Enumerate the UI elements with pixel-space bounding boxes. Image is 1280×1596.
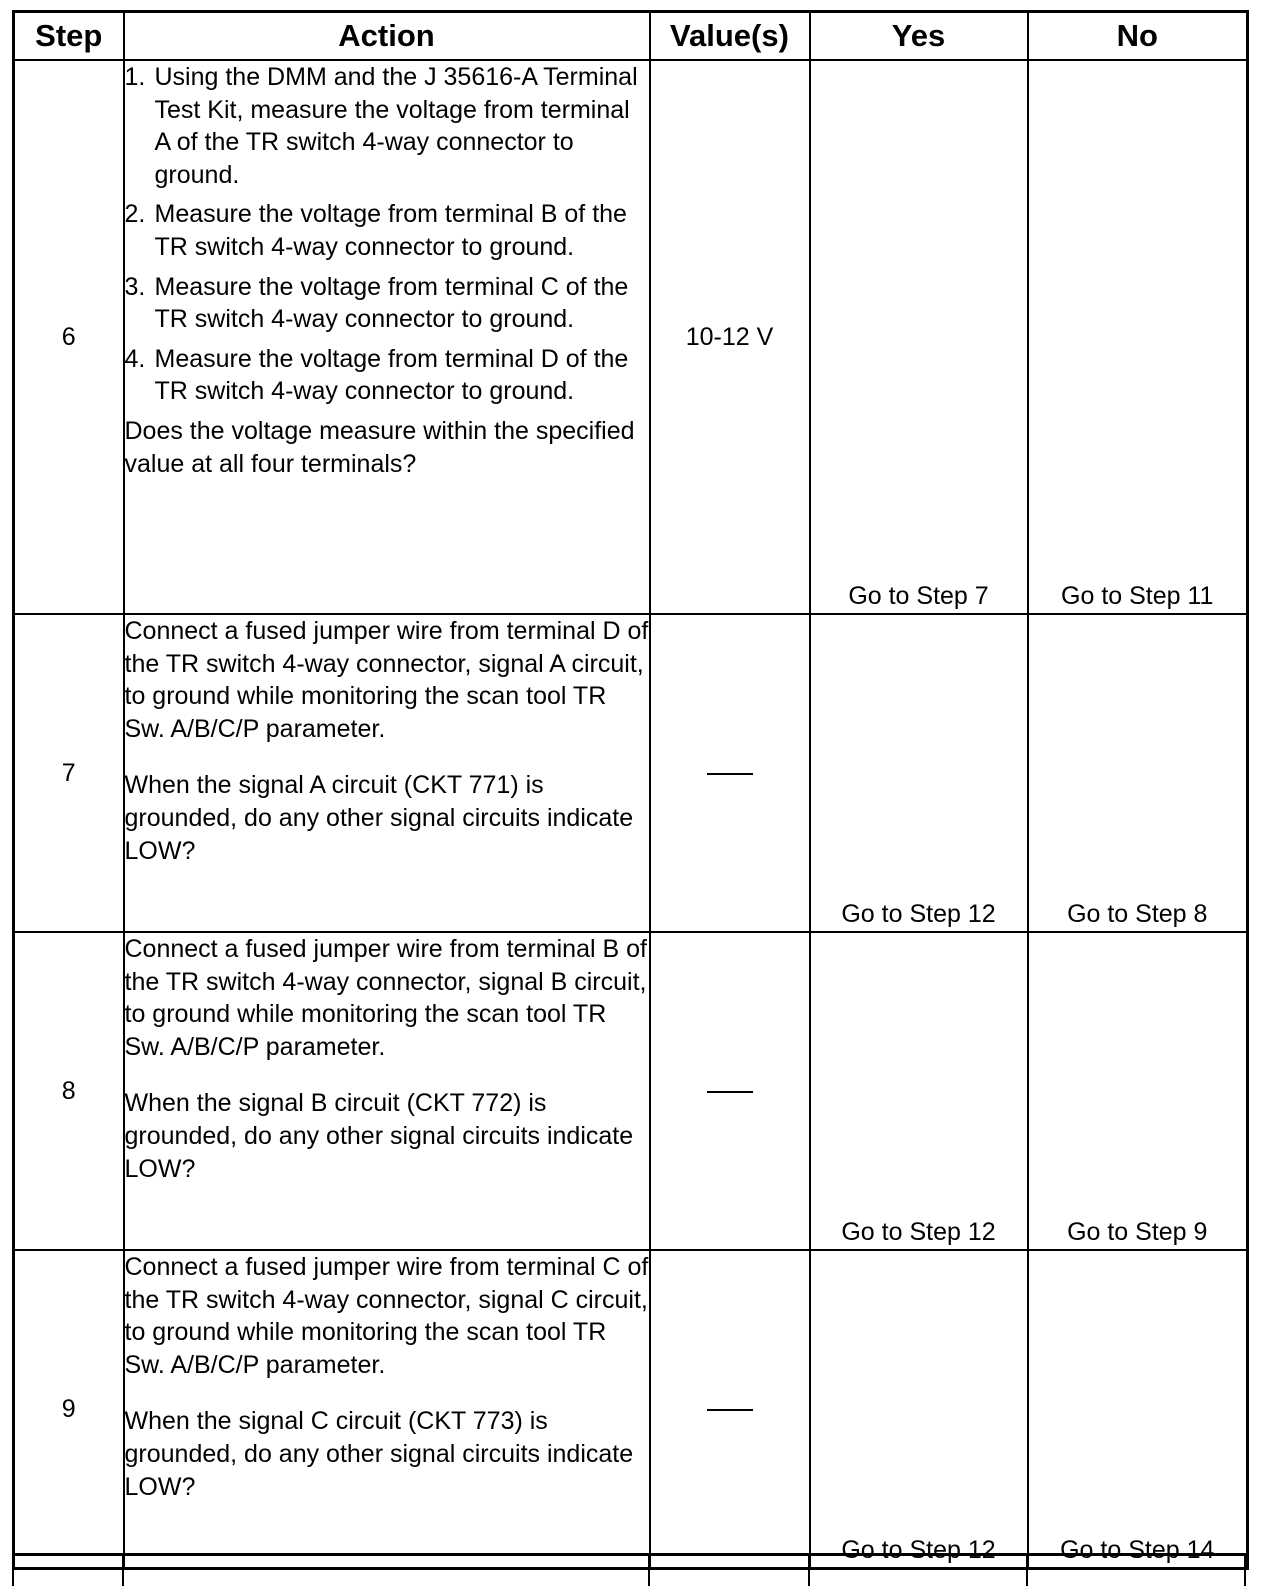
value-cell — [650, 1250, 810, 1569]
header-values: Value(s) — [650, 12, 810, 61]
action-cell — [124, 932, 650, 1250]
action-question: When the signal C circuit (CKT 773) is grounded, do any other signal circuits indicate LOW? — [124, 1407, 634, 1501]
yes-cell: Go to Step 12 — [810, 614, 1028, 932]
table-row-step-7 — [14, 614, 1248, 932]
table-row-step-6 — [14, 60, 1248, 614]
step-number: 8 — [14, 932, 124, 1250]
empty-value-dash — [707, 1409, 753, 1411]
action-instruction: Connect a fused jumper wire from terminal B of the TR switch 4-way connector, signal B circuit, to ground while monitoring the scan tool TR Sw. A/B/C/P parameter. — [124, 935, 647, 1061]
header-action: Action — [124, 12, 650, 61]
table-row-step-9 — [14, 1250, 1248, 1569]
value-cell — [650, 932, 810, 1250]
action-step-item: 1. Using the DMM and the J 35616-A Terminal Test Kit, measure the voltage from terminal A of the TR switch 4-way connector to ground. — [124, 63, 638, 189]
empty-value-dash — [707, 773, 753, 775]
action-cell — [124, 60, 650, 614]
action-step-item: 4. Measure the voltage from terminal D of the TR switch 4-way connector to ground. — [124, 344, 629, 406]
step-number: 6 — [14, 60, 124, 614]
action-question: When the signal A circuit (CKT 771) is grounded, do any other signal circuits indicate LOW? — [124, 771, 634, 865]
action-cell — [124, 1250, 650, 1569]
no-cell: Go to Step 11 — [1028, 60, 1248, 614]
action-cell — [124, 614, 650, 932]
yes-cell: Go to Step 12 — [810, 932, 1028, 1250]
yes-cell: Go to Step 7 — [810, 60, 1028, 614]
action-step-list — [125, 61, 649, 408]
header-yes: Yes — [810, 12, 1028, 61]
action-step-item: 2. Measure the voltage from terminal B of the TR switch 4-way connector to ground. — [124, 200, 627, 261]
value-cell: 10-12 V — [650, 60, 810, 614]
action-instruction: Connect a fused jumper wire from terminal D of the TR switch 4-way connector, signal A circuit, to ground while monitoring the scan tool TR Sw. A/B/C/P parameter. — [124, 617, 649, 743]
table-row-step-8 — [14, 932, 1248, 1250]
header-row — [14, 12, 1248, 61]
step-number: 9 — [14, 1250, 124, 1569]
action-instruction: Connect a fused jumper wire from terminal C of the TR switch 4-way connector, signal C circuit, to ground while monitoring the scan tool TR Sw. A/B/C/P parameter. — [124, 1253, 649, 1379]
action-step-item: 3. Measure the voltage from terminal C of the TR switch 4-way connector to ground. — [124, 272, 629, 334]
value-cell — [650, 614, 810, 932]
diagnostic-table — [12, 10, 1249, 1570]
yes-cell: Go to Step 12 — [810, 1250, 1028, 1569]
header-step: Step — [14, 12, 124, 61]
action-question: Does the voltage measure within the specified value at all four terminals? — [124, 416, 635, 478]
next-row-border — [12, 1553, 1246, 1596]
action-question: When the signal B circuit (CKT 772) is grounded, do any other signal circuits indicate LOW? — [124, 1089, 634, 1183]
empty-value-dash — [707, 1091, 753, 1093]
no-cell: Go to Step 14 — [1028, 1250, 1248, 1569]
no-cell: Go to Step 8 — [1028, 614, 1248, 932]
header-no: No — [1028, 12, 1248, 61]
no-cell: Go to Step 9 — [1028, 932, 1248, 1250]
step-number: 7 — [14, 614, 124, 932]
